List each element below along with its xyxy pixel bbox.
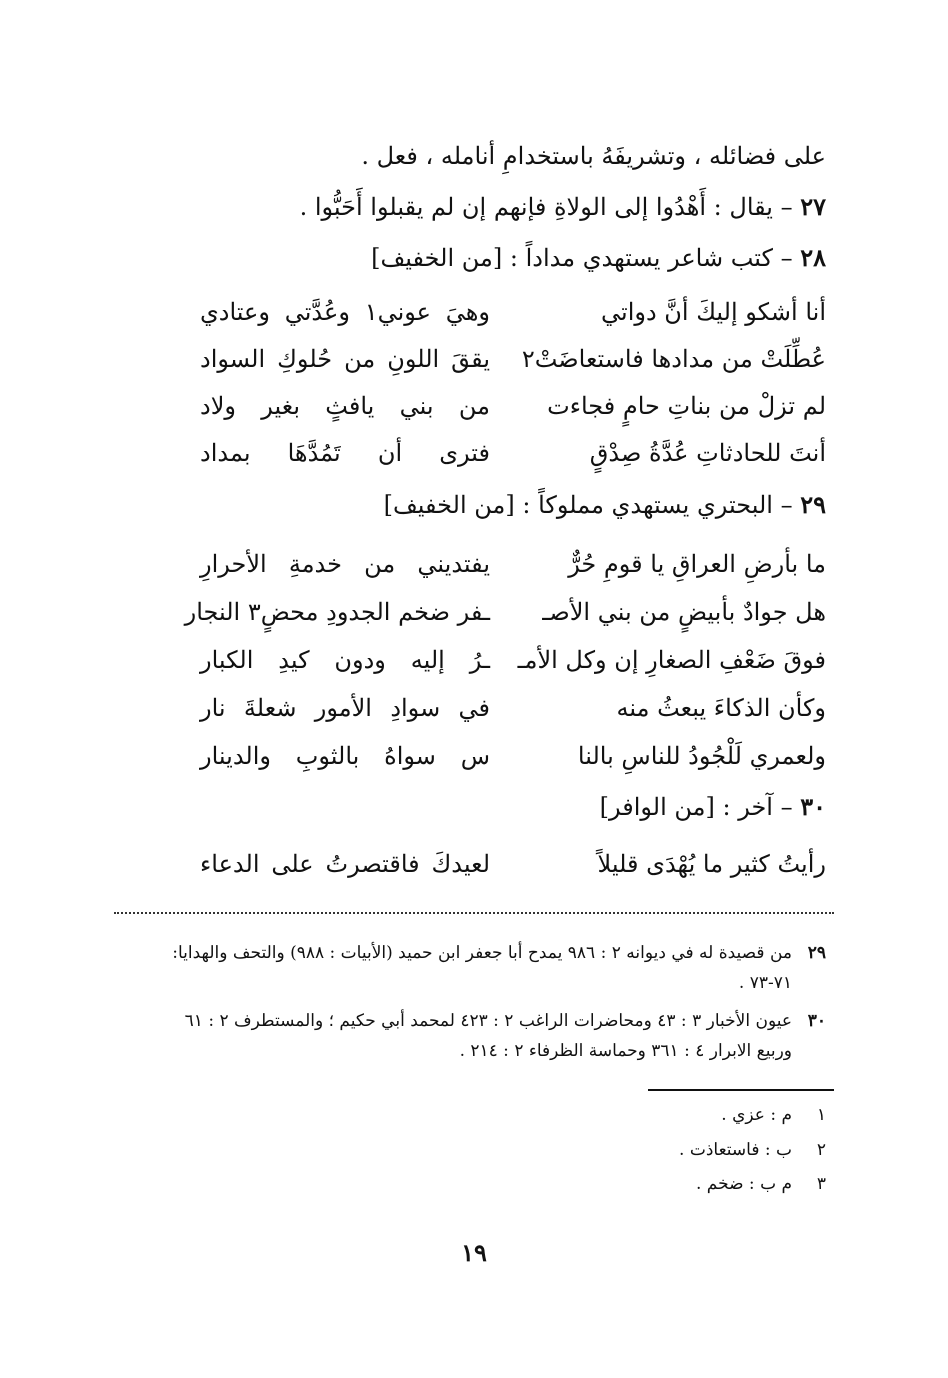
verse-29-3 xyxy=(200,646,826,690)
footnote-text: ب : فاستعاذت . xyxy=(679,1140,792,1160)
note-text: من قصيدة له في ديوانه ٢ : ٩٨٦ يمدح أبا جعفر ابن حميد (الأبيات : ٩٨٨) والتحف والهدايا: ٧١-٧٣ . xyxy=(172,943,792,993)
source-note-30 xyxy=(166,1006,826,1066)
entry-number: ٢٩ xyxy=(800,490,826,519)
hemistich-second: ـرُ إليه ودون كيدِ الكبار xyxy=(200,646,490,674)
verse-29-5 xyxy=(200,742,826,786)
verse-28-1 xyxy=(200,298,826,342)
hemistich-second: س سواهُ بالثوبِ والدينار xyxy=(200,742,490,770)
entry-text: – البحتري يستهدي مملوكاً : [من الخفيف] xyxy=(383,491,801,519)
dotted-separator xyxy=(114,912,834,914)
hemistich-first: رأيتُ كثير ما يُهْدَى قليلاً xyxy=(597,850,826,878)
hemistich-first: لم تزلْ من بناتِ حامٍ فجاءت xyxy=(547,392,826,420)
footnote-number: ٢ xyxy=(816,1140,826,1160)
footnote-text: م : عزي . xyxy=(721,1105,792,1125)
hemistich-second: من بني يافثٍ بغير ولاد xyxy=(200,392,490,420)
entry-28 xyxy=(371,243,826,272)
entry-29 xyxy=(384,490,826,519)
hemistich-first: ولعمري لَلْجُودُ للناسِ بالنا xyxy=(577,742,826,770)
hemistich-second: لعيدكَ فاقتصرتُ على الدعاء xyxy=(200,850,490,878)
verse-29-2 xyxy=(184,598,826,642)
footnote-1 xyxy=(721,1105,826,1125)
hemistich-first: أنتَ للحادثاتِ عُدَّةُ صِدْقٍ xyxy=(589,439,826,467)
footnote-2 xyxy=(679,1140,826,1160)
verse-28-4 xyxy=(200,439,826,483)
entry-30 xyxy=(600,792,826,821)
hemistich-first: أنا أشكو إليكَ أنَّ دواتي xyxy=(601,298,826,326)
note-number: ٣٠ xyxy=(807,1011,826,1031)
verse-30-1 xyxy=(200,850,826,894)
verse-28-2 xyxy=(200,345,826,389)
entry-text: – يقال : أَهْدُوا إلى الولاةِ فإنهم إن لم يقبلوا أَحَبُّوا . xyxy=(299,193,801,221)
entry-text: – كتب شاعر يستهدي مداداً : [من الخفيف] xyxy=(371,244,801,272)
footnote-3 xyxy=(696,1174,826,1194)
verse-29-4 xyxy=(200,694,826,738)
footnote-number: ١ xyxy=(816,1105,826,1125)
page-number: ١٩ xyxy=(461,1238,487,1267)
hemistich-first: فوقَ ضَعْفِ الصغارِ إن وكل الأمـ xyxy=(517,646,826,674)
entry-number: ٣٠ xyxy=(800,792,826,821)
hemistich-first: وكأن الذكاءَ يبعثُ منه xyxy=(616,694,826,722)
hemistich-second: يققَ اللونِ من حُلوكِ السواد xyxy=(200,345,490,373)
footnote-rule xyxy=(648,1089,834,1091)
hemistich-second: وهيَ عوني١ وعُدَّتي وعتادي xyxy=(200,298,491,326)
source-note-29 xyxy=(166,938,826,998)
note-text: عيون الأخبار ٣ : ٤٣ ومحاضرات الراغب ٢ : ٤٢٣ لمحمد أبي حكيم ؛ والمستطرف ٢ : ٦١ وربيع الابرار ٤ : ٣٦١ وحماسة الظرفاء ٢ : ٢١٤ . xyxy=(184,1011,792,1061)
hemistich-second: في سوادِ الأمور شعلةَ نار xyxy=(200,694,490,722)
hemistich-second: فترى أن تَمُدَّهَا بمداد xyxy=(200,439,490,467)
verse-28-3 xyxy=(200,392,826,436)
entry-number: ٢٨ xyxy=(800,243,826,272)
entry-text: – آخر : [من الوافر] xyxy=(599,793,801,821)
note-number: ٢٩ xyxy=(807,943,826,963)
intro-line: على فضائله ، وتشريفَهُ باستخدامِ أنامله ، فعل . xyxy=(361,142,826,170)
footnote-text: م ب : ضخم . xyxy=(696,1174,792,1194)
hemistich-first: هل جوادٌ بأبيضٍ من بني الأصـ xyxy=(542,598,826,626)
hemistich-first: عُطِّلَتْ من مدادها فاستعاضَتْ٢ xyxy=(521,345,826,373)
hemistich-first: ما بأرضِ العراقِ يا قومِ حُرٌّ xyxy=(568,550,826,578)
hemistich-second: ـفر ضخم الجدودِ محضٍ٣ النجار xyxy=(184,598,490,626)
verse-29-1 xyxy=(200,550,826,594)
footnote-number: ٣ xyxy=(816,1174,826,1194)
entry-number: ٢٧ xyxy=(800,192,826,221)
hemistich-second: يفتديني من خدمةِ الأحرارِ xyxy=(200,550,490,578)
entry-27 xyxy=(300,192,826,221)
